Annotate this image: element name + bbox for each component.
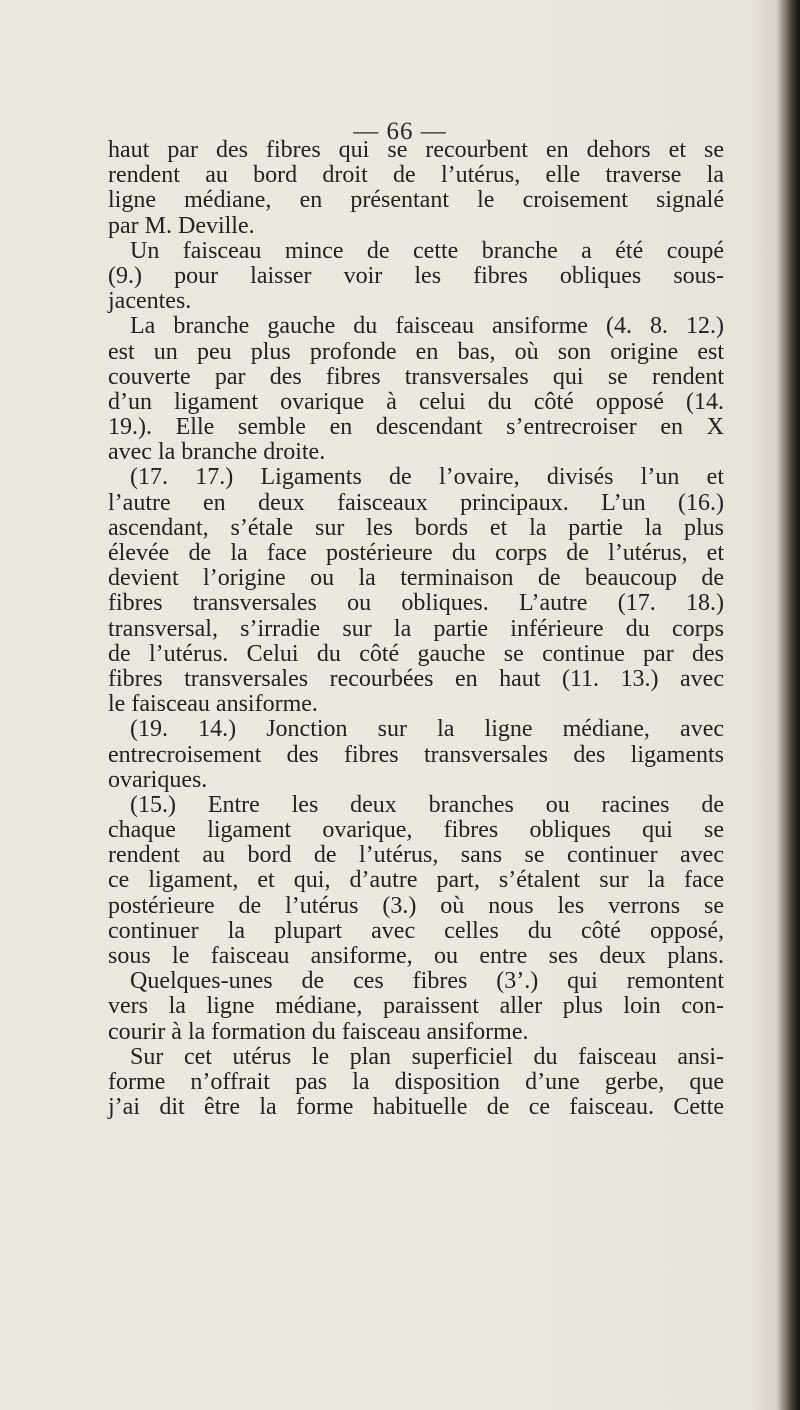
text-line: de l’utérus. Celui du côté gauche se continue par des: [108, 640, 724, 667]
text-line: Quelques-unes de ces fibres (3’.) qui remontent: [130, 968, 724, 995]
text-line: ovariques.: [108, 766, 208, 793]
text-line: (17. 17.) Ligaments de l’ovaire, divisés l’un et: [130, 464, 724, 491]
text-line: d’un ligament ovarique à celui du côté opposé (14.: [108, 388, 724, 415]
text-line: ascendant, s’étale sur les bords et la partie la plus: [108, 514, 724, 541]
text-line: (15.) Entre les deux branches ou racines de: [130, 791, 724, 818]
text-line: ligne médiane, en présentant le croisement signalé: [108, 187, 724, 214]
text-line: le faisceau ansiforme.: [108, 691, 318, 718]
text-line: transversal, s’irradie sur la partie inférieure du corps: [108, 615, 724, 642]
text-line: continuer la plupart avec celles du côté opposé,: [108, 917, 724, 944]
text-line: Sur cet utérus le plan superficiel du faisceau ansi-: [130, 1043, 724, 1070]
text-line: par M. Deville.: [108, 212, 255, 239]
text-line: est un peu plus profonde en bas, où son origine est: [108, 338, 724, 365]
text-line: rendent au bord droit de l’utérus, elle traverse la: [108, 162, 724, 189]
text-line: La branche gauche du faisceau ansiforme (4. 8. 12.): [130, 313, 724, 340]
text-line: ce ligament, et qui, d’autre part, s’étalent sur la face: [108, 867, 724, 894]
text-line: courir à la formation du faisceau ansiforme.: [108, 1018, 529, 1045]
text-line: couverte par des fibres transversales qui se rendent: [108, 363, 724, 390]
text-line: jacentes.: [108, 288, 192, 315]
page-number: — 66 —: [353, 118, 447, 145]
spine-shadow: [778, 0, 800, 1410]
text-line: haut par des fibres qui se recourbent en dehors et se: [108, 137, 724, 163]
text-line: rendent au bord de l’utérus, sans se continuer avec: [108, 842, 724, 869]
text-line: j’ai dit être la forme habituelle de ce faisceau. Cette: [108, 1094, 724, 1121]
text-line: fibres transversales recourbées en haut (11. 13.) avec: [108, 665, 724, 692]
text-line: 19.). Elle semble en descendant s’entrecroiser en X: [108, 414, 724, 441]
text-line: vers la ligne médiane, paraissent aller plus loin con-: [108, 993, 724, 1020]
text-line: (19. 14.) Jonction sur la ligne médiane, avec: [130, 716, 724, 743]
text-line: l’autre en deux faisceaux principaux. L’un (16.): [108, 489, 724, 516]
text-line: postérieure de l’utérus (3.) où nous les verrons se: [108, 892, 724, 919]
body-text: [108, 138, 724, 1120]
text-line: élevée de la face postérieure du corps de l’utérus, et: [108, 540, 724, 566]
text-line: devient l’origine ou la terminaison de beaucoup de: [108, 565, 724, 592]
text-line: fibres transversales ou obliques. L’autre (17. 18.): [108, 590, 724, 617]
text-line: sous le faisceau ansiforme, ou entre ses deux plans.: [108, 943, 724, 969]
text-line: Un faisceau mince de cette branche a été coupé: [130, 237, 724, 264]
text-line: forme n’offrait pas la disposition d’une gerbe, que: [108, 1068, 724, 1095]
text-line: chaque ligament ovarique, fibres obliques qui se: [108, 817, 724, 844]
text-line: (9.) pour laisser voir les fibres obliques sous-: [108, 262, 724, 289]
text-line: avec la branche droite.: [108, 439, 326, 466]
text-line: entrecroisement des fibres transversales des ligaments: [108, 741, 724, 768]
